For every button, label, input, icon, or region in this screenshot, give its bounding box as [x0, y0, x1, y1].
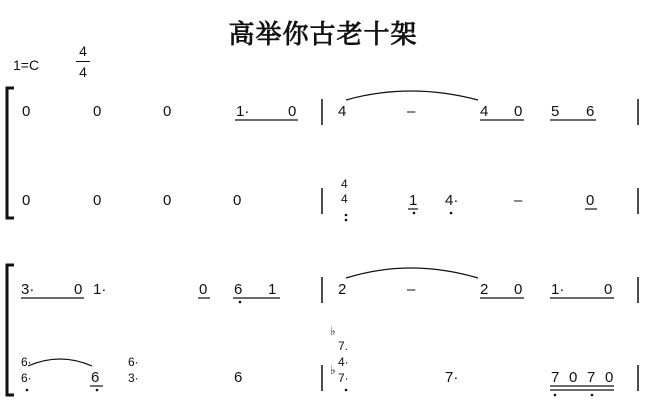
dash: – — [514, 192, 523, 209]
chord-note: 6· — [21, 355, 32, 369]
slur — [346, 91, 478, 100]
note: 0 — [514, 281, 523, 298]
system-bracket-1 — [7, 88, 14, 218]
key-signature: 1=C — [13, 57, 40, 73]
slur — [346, 268, 478, 278]
flat-sign: ♭ — [330, 363, 336, 377]
flat-sign: ♭ — [330, 324, 336, 338]
dash: – — [407, 281, 416, 298]
chord-note: 3· — [128, 371, 139, 385]
note: 0 — [22, 103, 31, 120]
note: 3· — [21, 281, 35, 298]
note: 6 — [586, 103, 595, 120]
chord-note: 6· — [21, 371, 32, 385]
chord-note: 7. — [338, 339, 349, 353]
note: 6 — [91, 369, 100, 386]
chord-note: 4· — [338, 355, 349, 369]
page-title: 高举你古老十架 — [228, 20, 418, 50]
note: 0 — [604, 281, 613, 298]
note: 4 — [338, 103, 347, 120]
note: 1· — [236, 103, 250, 120]
chord-note: 7· — [338, 371, 349, 385]
note: 1 — [409, 192, 418, 209]
time-signature-line — [76, 61, 90, 62]
note: 0 — [93, 192, 102, 209]
note: 7 — [587, 369, 596, 386]
note: 0 — [163, 192, 172, 209]
note: 0 — [22, 192, 31, 209]
system-bracket-2 — [7, 265, 14, 395]
note: 0 — [233, 192, 242, 209]
note: 0 — [199, 281, 208, 298]
slur — [28, 359, 92, 366]
note: 4· — [445, 192, 459, 209]
chord-note: 4 — [341, 177, 348, 191]
chord-note: 6· — [128, 355, 139, 369]
note: 2 — [480, 281, 489, 298]
note: 6 — [234, 369, 243, 386]
note: 6 — [234, 281, 243, 298]
note: 4 — [480, 103, 489, 120]
note: 1· — [93, 281, 107, 298]
chord-note: 4 — [341, 192, 348, 206]
note: 0 — [288, 103, 297, 120]
note: 1· — [551, 281, 565, 298]
note: 0 — [605, 369, 614, 386]
note: 7 — [551, 369, 560, 386]
note: 5 — [551, 103, 560, 120]
note: 2 — [338, 281, 347, 298]
note: 0 — [74, 281, 83, 298]
note: 7· — [445, 369, 459, 386]
note: 0 — [514, 103, 523, 120]
note: 0 — [163, 103, 172, 120]
dash: – — [407, 103, 416, 120]
note: 0 — [93, 103, 102, 120]
note: 1 — [268, 281, 277, 298]
time-signature-bottom: 4 — [79, 64, 87, 80]
note: 0 — [569, 369, 578, 386]
time-signature-top: 4 — [79, 43, 87, 59]
note: 0 — [586, 192, 595, 209]
